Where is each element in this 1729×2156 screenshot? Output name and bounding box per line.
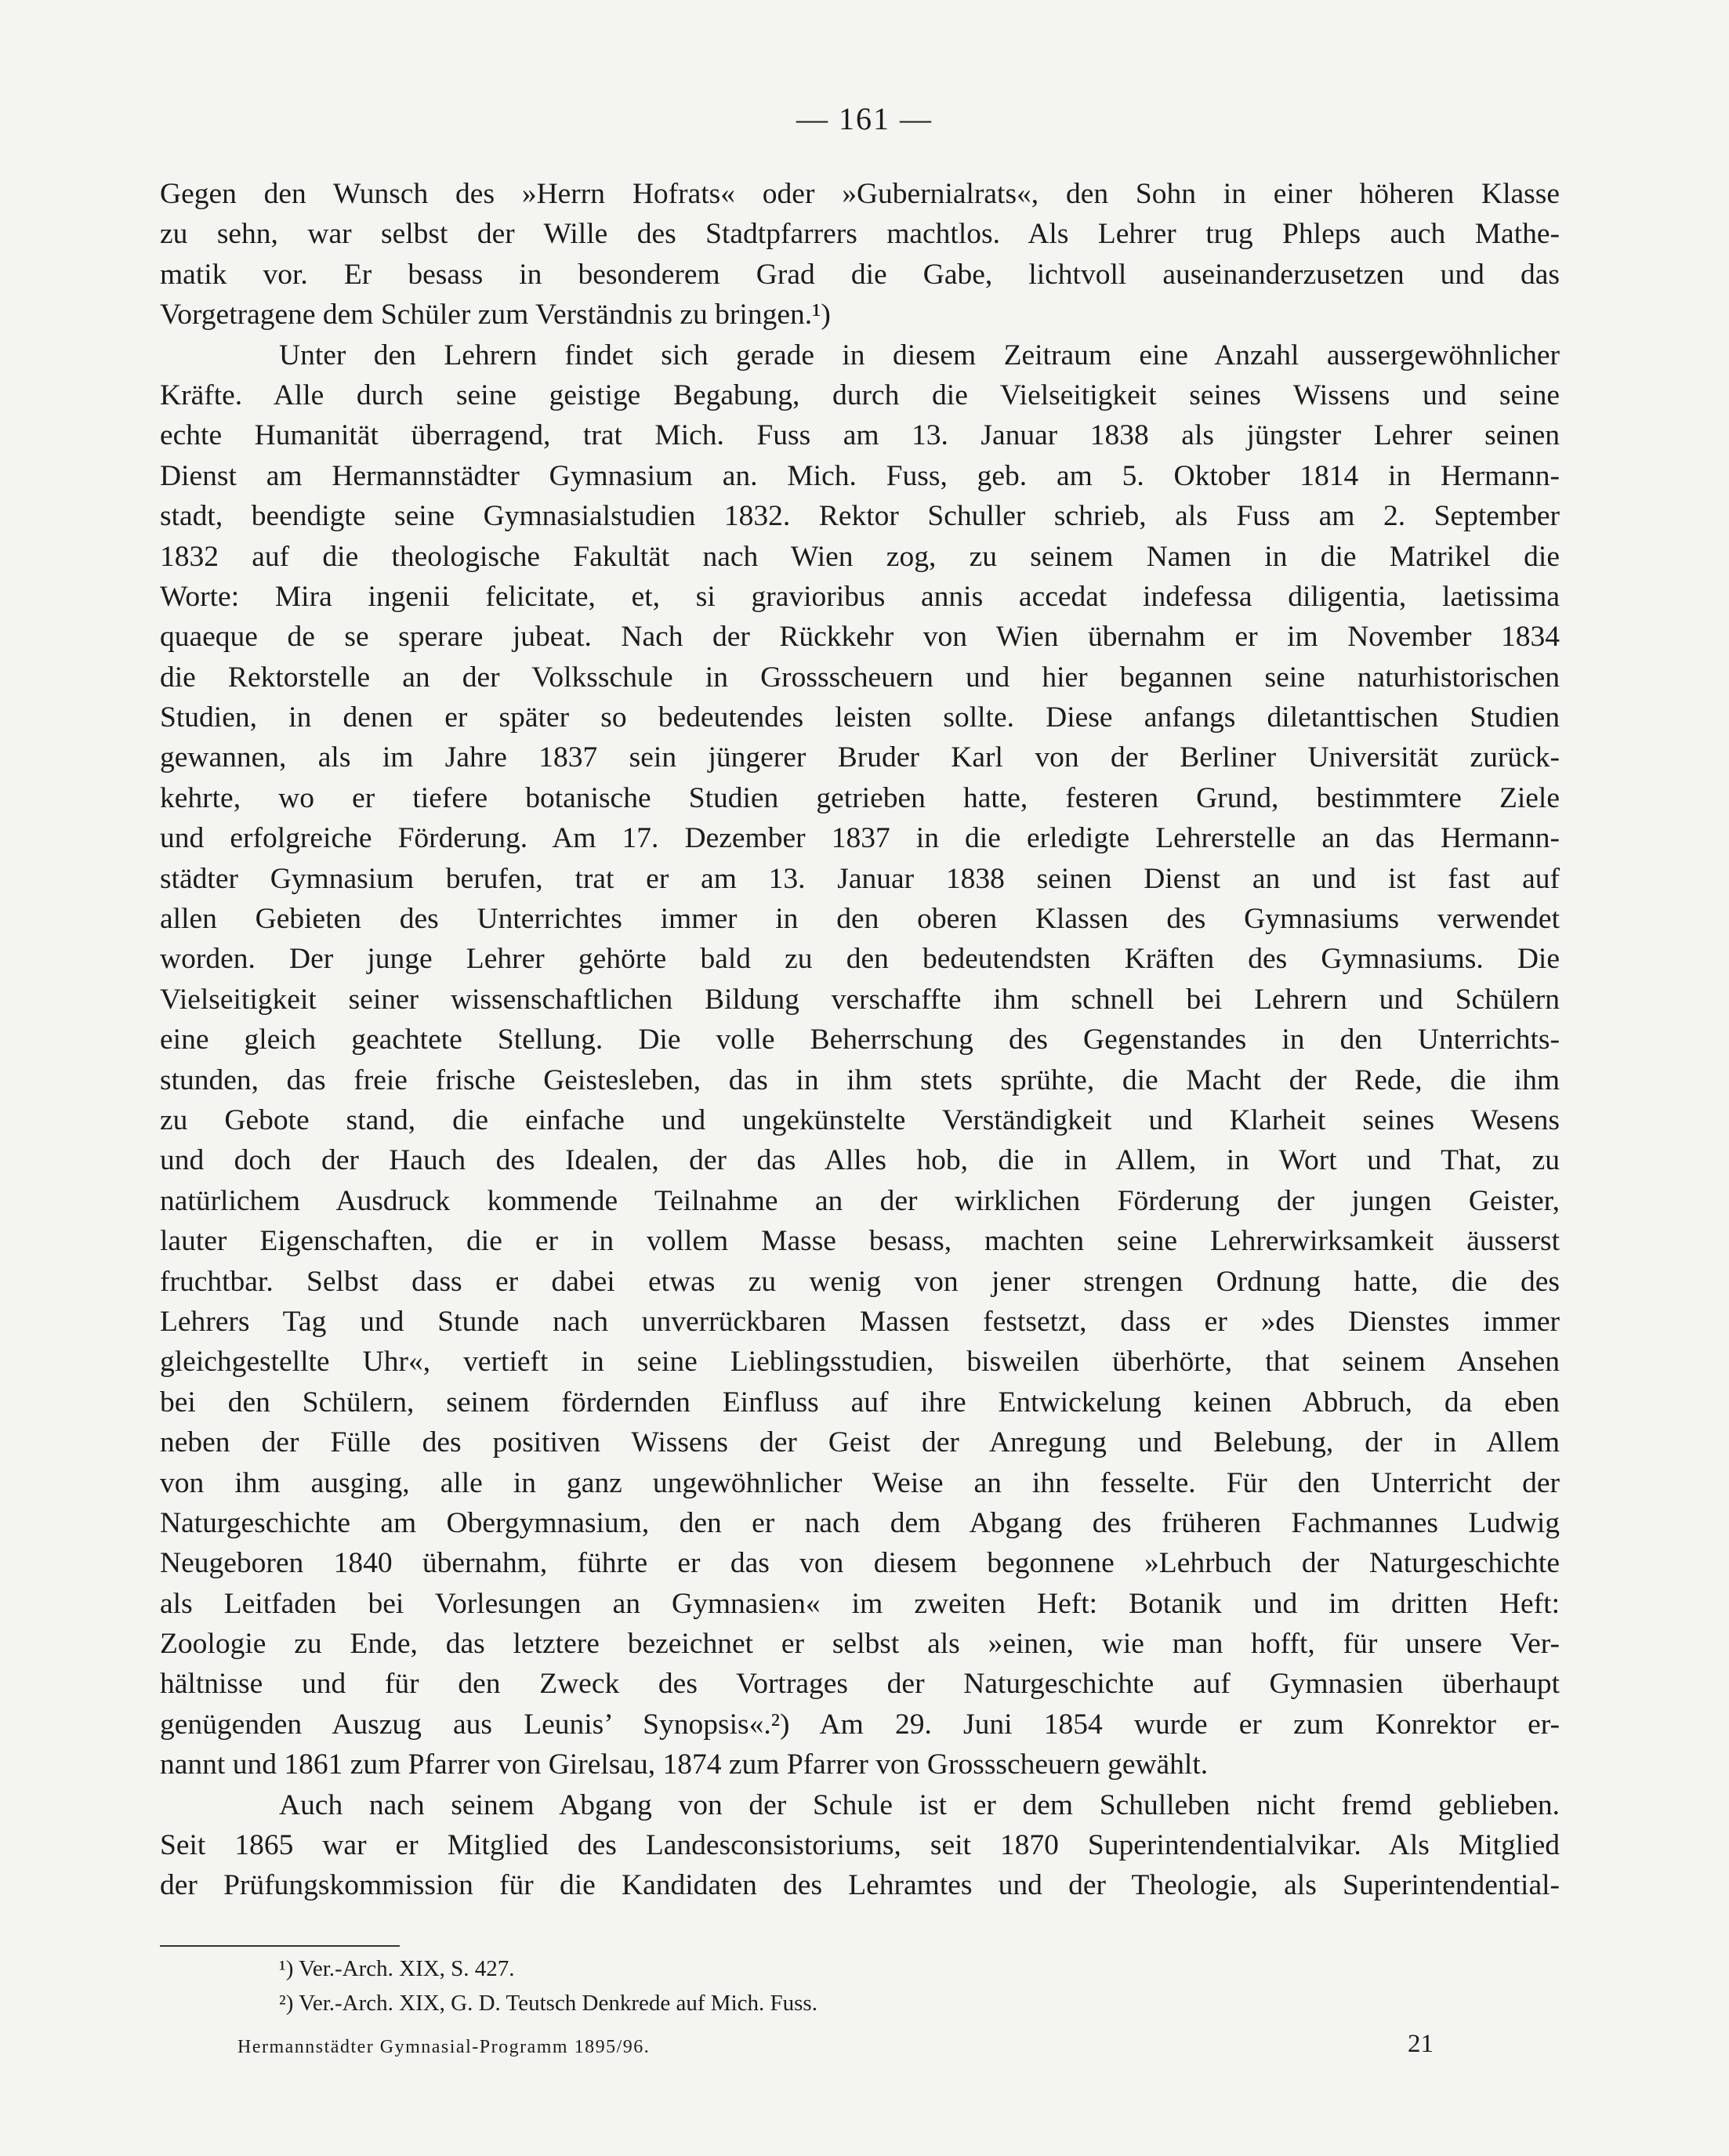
text-line: echte Humanität überragend, trat Mich. Fuss am 13. Januar 1838 als jüngster Lehrer seinen bbox=[160, 419, 1560, 452]
text-line: nannt und 1861 zum Pfarrer von Girelsau, 1874 zum Pfarrer von Grossscheuern gewählt. bbox=[160, 1748, 1209, 1781]
footer-publication: Hermannstädter Gymnasial-Programm 1895/96. bbox=[237, 2037, 651, 2057]
text-line: Seit 1865 war er Mitglied des Landesconsistoriums, seit 1870 Superintendentialvikar. Als Mitglied bbox=[160, 1829, 1560, 1862]
text-line: allen Gebieten des Unterrichtes immer in den oberen Klassen des Gymnasiums verwendet bbox=[160, 903, 1560, 936]
footnote-text: Ver.-Arch. XIX, S. 427. bbox=[299, 1956, 515, 1981]
text-line: lauter Eigenschaften, die er in vollem Masse besass, machten seine Lehrerwirksamkeit äusserst bbox=[160, 1225, 1560, 1258]
text-line: Vorgetragene dem Schüler zum Verständnis zu bringen.¹) bbox=[160, 299, 831, 332]
body-text bbox=[160, 174, 1560, 1906]
text-line: Zoologie zu Ende, das letztere bezeichnet er selbst als »einen, wie man hofft, für unsere Ver- bbox=[160, 1628, 1560, 1661]
text-line: Vielseitigkeit seiner wissenschaftlichen Bildung verschaffte ihm schnell bei Lehrern und Schülern bbox=[160, 983, 1560, 1016]
footer-signature-number: 21 bbox=[1408, 2030, 1434, 2058]
text-line: stunden, das freie frische Geistesleben, das in ihm stets sprühte, die Macht der Rede, die ihm bbox=[160, 1064, 1560, 1096]
text-line: Kräfte. Alle durch seine geistige Begabung, durch die Vielseitigkeit seines Wissens und seine bbox=[160, 379, 1560, 411]
text-line: Auch nach seinem Abgang von der Schule ist er dem Schulleben nicht fremd geblieben. bbox=[279, 1788, 1560, 1821]
footnote-1 bbox=[279, 1951, 817, 1986]
text-line: neben der Fülle des positiven Wissens der Geist der Anregung und Belebung, der in Allem bbox=[160, 1426, 1560, 1459]
text-line: natürlichem Ausdruck kommende Teilnahme an der wirklichen Förderung der jungen Geister, bbox=[160, 1184, 1560, 1217]
text-line: bei den Schülern, seinem fördernden Einfluss auf ihre Entwickelung keinen Abbruch, da eben bbox=[160, 1386, 1560, 1419]
text-line: als Leitfaden bei Vorlesungen an Gymnasien« im zweiten Heft: Botanik und im dritten Heft: bbox=[160, 1587, 1560, 1620]
text-line: von ihm ausging, alle in ganz ungewöhnlicher Weise an ihn fesselte. Für den Unterricht der bbox=[160, 1466, 1560, 1499]
text-line: quaeque de se sperare jubeat. Nach der Rückkehr von Wien übernahm er im November 1834 bbox=[160, 621, 1560, 654]
text-line: genügenden Auszug aus Leunis’ Synopsis«.²) Am 29. Juni 1854 wurde er zum Konrektor er- bbox=[160, 1708, 1560, 1741]
text-line: Worte: Mira ingenii felicitate, et, si gravioribus annis accedat indefessa diligentia, laetissima bbox=[160, 580, 1560, 613]
text-line: Unter den Lehrern findet sich gerade in diesem Zeitraum eine Anzahl aussergewöhnlicher bbox=[279, 339, 1560, 371]
text-line: gewannen, als im Jahre 1837 sein jüngerer Bruder Karl von der Berliner Universität zurück- bbox=[160, 741, 1560, 774]
text-line: der Prüfungskommission für die Kandidaten des Lehramtes und der Theologie, als Superintendential- bbox=[160, 1869, 1560, 1902]
text-line: zu Gebote stand, die einfache und ungekünstelte Verständigkeit und Klarheit seines Wesens bbox=[160, 1103, 1560, 1136]
footnote-2 bbox=[279, 1986, 817, 2020]
text-line: Gegen den Wunsch des »Herrn Hofrats« oder »Gubernialrats«, den Sohn in einer höheren Klasse bbox=[160, 178, 1560, 210]
footnote-mark: ¹) bbox=[279, 1956, 294, 1981]
text-line: die Rektorstelle an der Volksschule in Grossscheuern und hier begannen seine naturhistorischen bbox=[160, 661, 1560, 694]
footnote-mark: ²) bbox=[279, 1991, 294, 2016]
page-number: — 161 — bbox=[796, 101, 933, 136]
text-line: matik vor. Er besass in besonderem Grad die Gabe, lichtvoll auseinanderzusetzen und das bbox=[160, 258, 1560, 291]
footnote-divider bbox=[160, 1945, 400, 1947]
text-line: zu sehn, war selbst der Wille des Stadtpfarrers machtlos. Als Lehrer trug Phleps auch Mathe- bbox=[160, 218, 1560, 251]
text-line: kehrte, wo er tiefere botanische Studien getrieben hatte, festeren Grund, bestimmtere Ziele bbox=[160, 781, 1560, 814]
text-line: Studien, in denen er später so bedeutendes leisten sollte. Diese anfangs diletanttischen Studien bbox=[160, 701, 1560, 734]
text-line: fruchtbar. Selbst dass er dabei etwas zu wenig von jener strengen Ordnung hatte, die des bbox=[160, 1265, 1560, 1298]
text-line: worden. Der junge Lehrer gehörte bald zu den bedeutendsten Kräften des Gymnasiums. Die bbox=[160, 943, 1560, 976]
footnotes bbox=[279, 1951, 817, 2020]
text-line: Neugeboren 1840 übernahm, führte er das von diesem begonnene »Lehrbuch der Naturgeschichte bbox=[160, 1547, 1560, 1580]
text-line: eine gleich geachtete Stellung. Die volle Beherrschung des Gegenstandes in den Unterrichts- bbox=[160, 1024, 1560, 1056]
text-line: 1832 auf die theologische Fakultät nach Wien zog, zu seinem Namen in die Matrikel die bbox=[160, 540, 1560, 573]
text-line: gleichgestellte Uhr«, vertieft in seine Lieblingsstudien, bisweilen überhörte, that seinem Ansehen bbox=[160, 1346, 1560, 1379]
text-line: stadt, beendigte seine Gymnasialstudien 1832. Rektor Schuller schrieb, als Fuss am 2. September bbox=[160, 500, 1560, 533]
text-line: und doch der Hauch des Idealen, der das Alles hob, die in Allem, in Wort und That, zu bbox=[160, 1144, 1560, 1177]
text-line: Naturgeschichte am Obergymnasium, den er nach dem Abgang des früheren Fachmannes Ludwig bbox=[160, 1506, 1560, 1539]
text-line: und erfolgreiche Förderung. Am 17. Dezember 1837 in die erledigte Lehrerstelle an das Hermann- bbox=[160, 822, 1560, 855]
text-line: Dienst am Hermannstädter Gymnasium an. Mich. Fuss, geb. am 5. Oktober 1814 in Hermann- bbox=[160, 459, 1560, 492]
text-line: städter Gymnasium berufen, trat er am 13. Januar 1838 seinen Dienst an und ist fast auf bbox=[160, 862, 1560, 895]
text-line: hältnisse und für den Zweck des Vortrages der Naturgeschichte auf Gymnasien überhaupt bbox=[160, 1668, 1560, 1701]
footnote-text: Ver.-Arch. XIX, G. D. Teutsch Denkrede auf Mich. Fuss. bbox=[299, 1991, 817, 2016]
text-line: Lehrers Tag und Stunde nach unverrückbaren Massen festsetzt, dass er »des Dienstes immer bbox=[160, 1305, 1560, 1338]
